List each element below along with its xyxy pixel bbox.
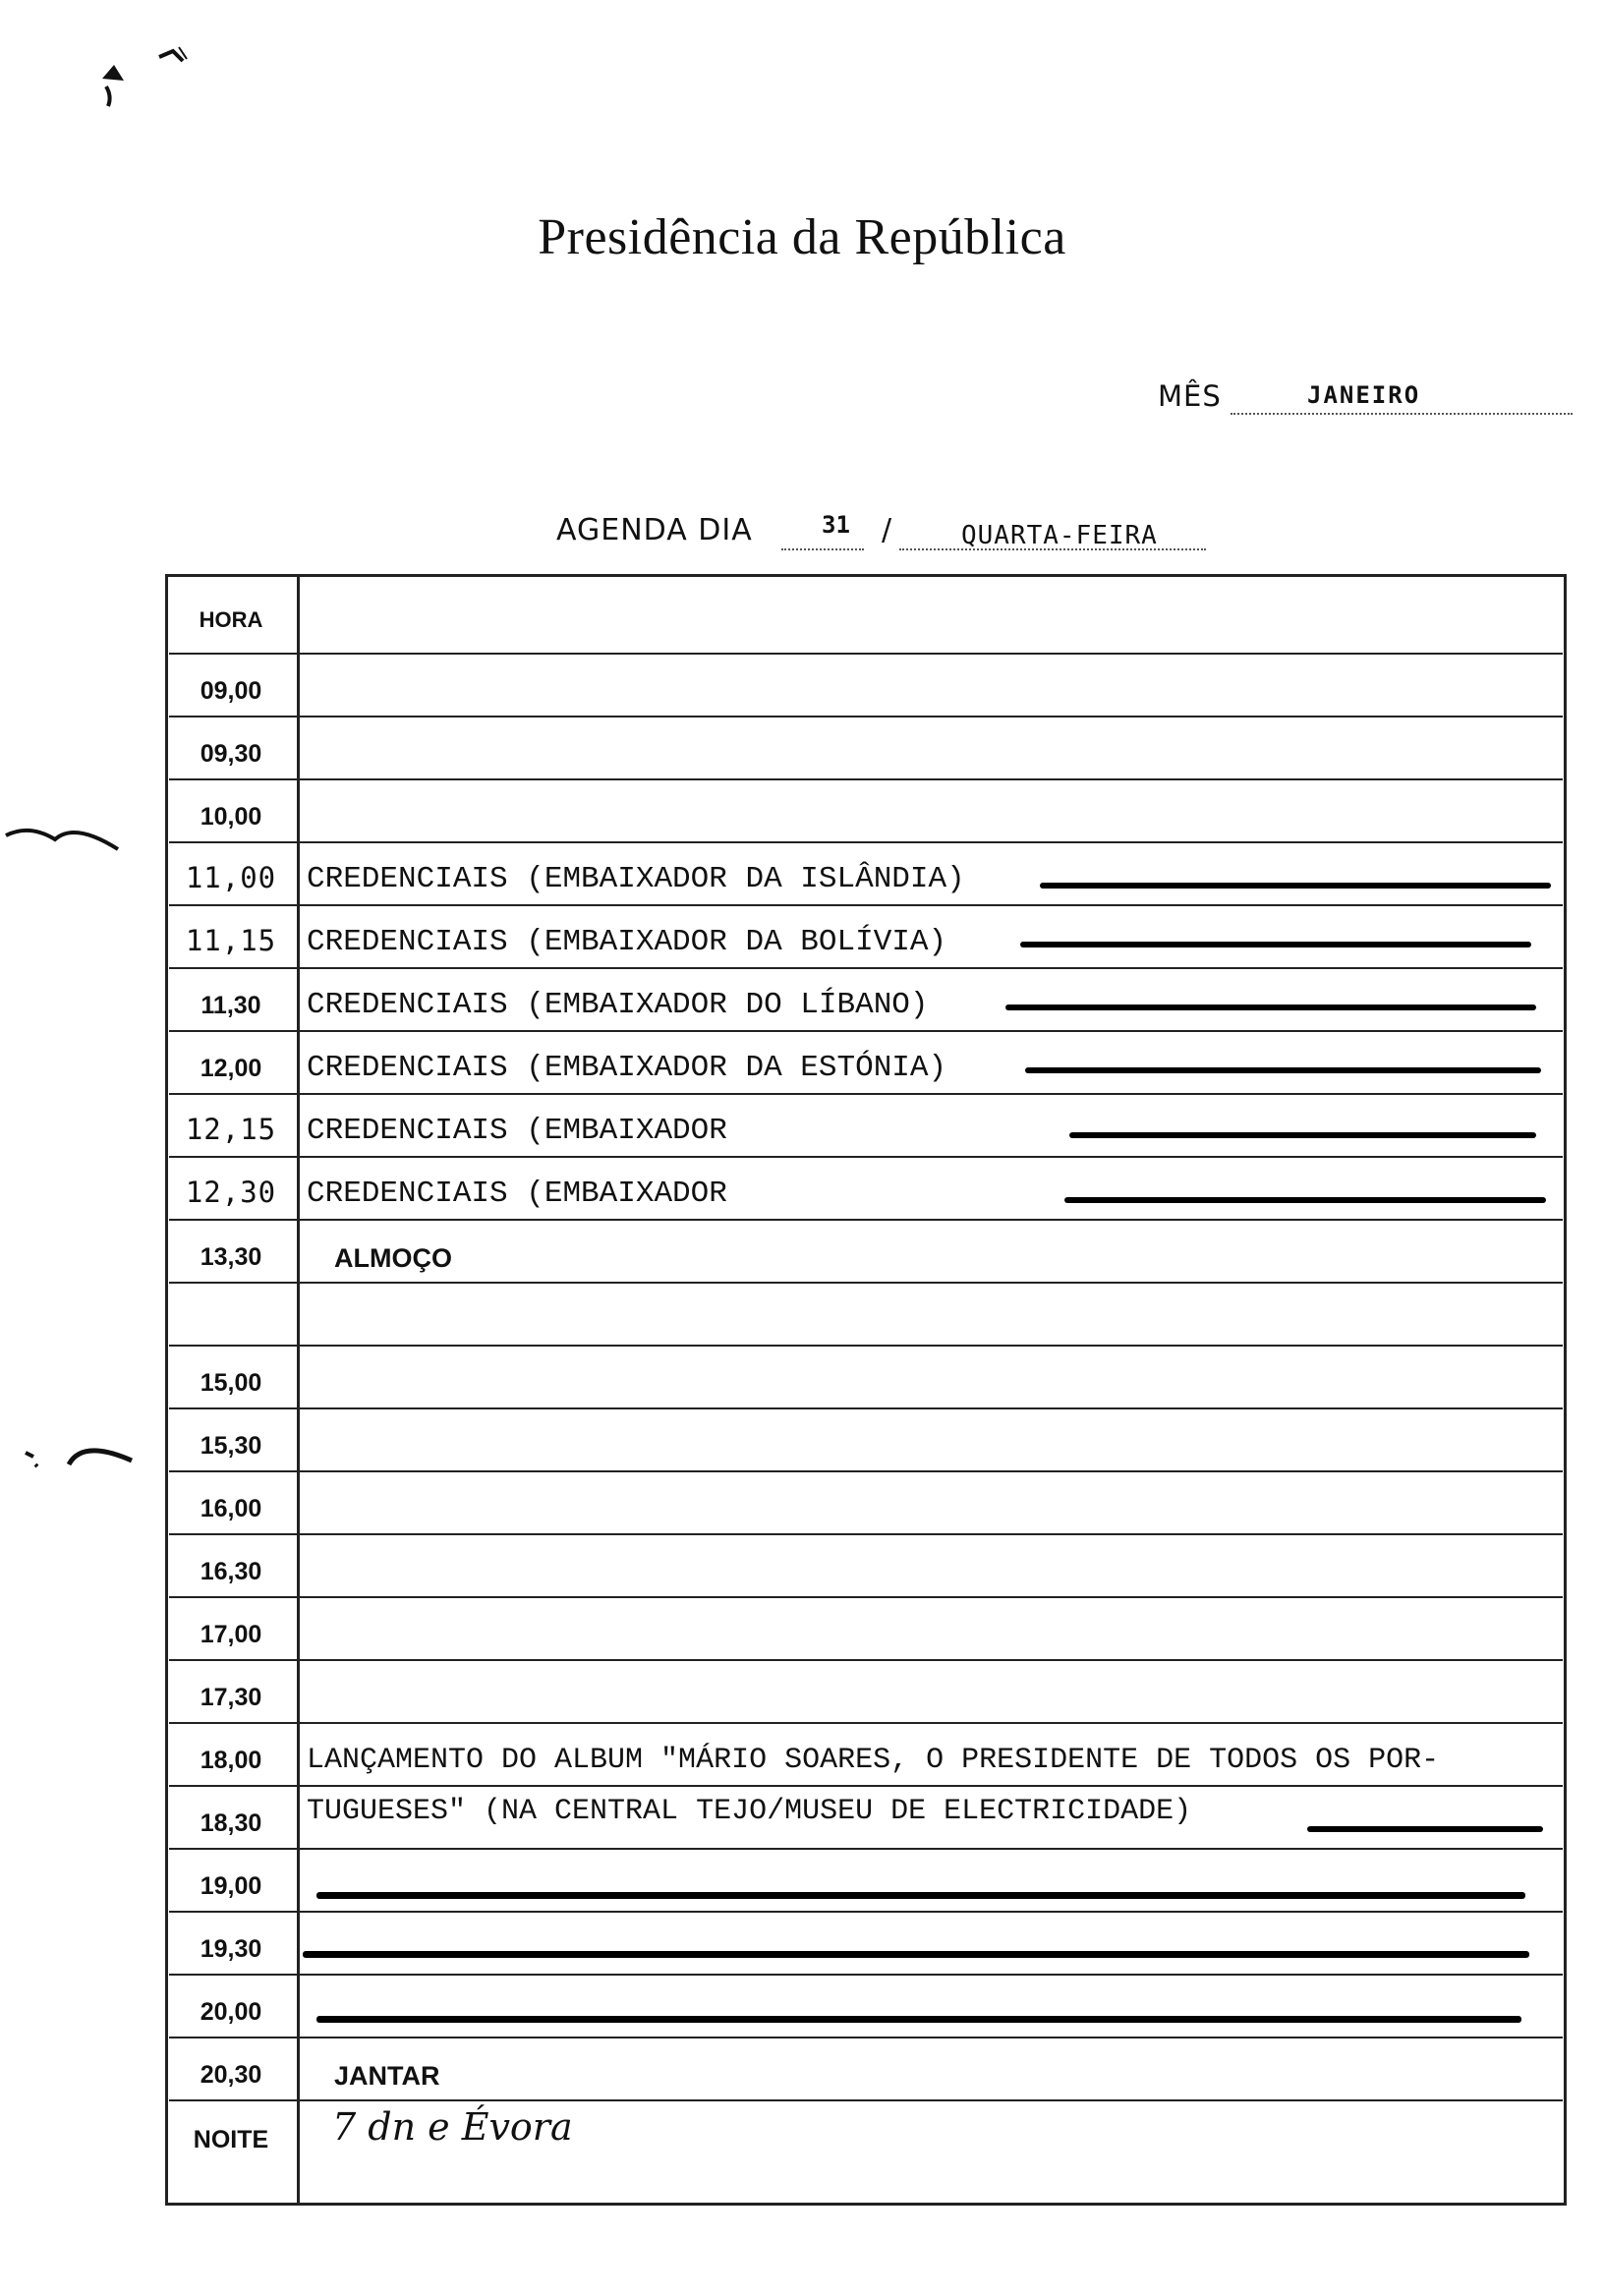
row-time: 19,30: [200, 1935, 262, 1963]
strike-line: [1005, 1004, 1536, 1010]
row-entry: CREDENCIAIS (EMBAIXADOR: [307, 1177, 727, 1211]
row-entry: CREDENCIAIS (EMBAIXADOR DA BOLÍVIA): [307, 925, 947, 959]
agenda-day-dotted-line: [781, 548, 864, 550]
strike-line: [1307, 1826, 1543, 1832]
table-row: [165, 1787, 1567, 1850]
row-time: 10,00: [200, 803, 262, 831]
strike-line: [316, 2016, 1521, 2023]
row-time: 15,00: [200, 1369, 262, 1397]
table-row: [165, 1221, 1567, 1284]
row-time: 20,00: [200, 1998, 262, 2026]
table-header-row: [165, 574, 1567, 655]
strike-line: [1064, 1197, 1546, 1203]
row-entry: TUGUESES" (NA CENTRAL TEJO/MUSEU DE ELECTRICIDADE): [307, 1795, 1192, 1828]
strike-line: [1020, 942, 1531, 947]
table-row: [165, 1913, 1567, 1976]
table-row: [165, 1598, 1567, 1661]
row-time: 11,00: [185, 861, 277, 894]
row-time: 18,30: [200, 1809, 262, 1837]
row-entry: JANTAR: [334, 2061, 440, 2091]
hour-column-header: HORA: [199, 607, 263, 632]
table-row: [165, 1284, 1567, 1347]
row-entry: CREDENCIAIS (EMBAIXADOR: [307, 1114, 727, 1148]
month-label: MÊS: [1158, 379, 1222, 413]
row-time: 12,15: [185, 1113, 277, 1146]
row-time: 17,00: [200, 1621, 262, 1648]
table-row: [165, 655, 1567, 718]
table-row: [165, 1032, 1567, 1095]
strike-line: [303, 1951, 1529, 1958]
table-row: [165, 2038, 1567, 2101]
table-row: [165, 1158, 1567, 1221]
scan-mark-left-2: [20, 1425, 138, 1484]
table-row: [165, 1095, 1567, 1158]
row-time: 17,30: [200, 1684, 262, 1711]
row-entry: LANÇAMENTO DO ALBUM "MÁRIO SOARES, O PRESIDENTE DE TODOS OS POR-: [307, 1744, 1440, 1777]
row-time: NOITE: [193, 2126, 269, 2153]
row-entry: CREDENCIAIS (EMBAIXADOR DA ESTÓNIA): [307, 1051, 947, 1085]
row-time: 16,00: [200, 1495, 262, 1522]
scan-mark-top: [94, 39, 202, 118]
table-row: [165, 1409, 1567, 1472]
strike-line: [1040, 883, 1551, 889]
row-time: 16,30: [200, 1558, 262, 1585]
strike-line: [1025, 1067, 1541, 1073]
row-time: 11,30: [200, 992, 261, 1019]
table-row: [165, 2101, 1567, 2206]
handwritten-note: 7 dn e Évora: [332, 2105, 573, 2149]
agenda-label: AGENDA DIA: [556, 513, 753, 547]
table-row: [165, 718, 1567, 780]
table-row: [165, 1976, 1567, 2038]
page-title: Presidência da República: [538, 209, 1066, 265]
scan-mark-left-1: [0, 806, 128, 865]
agenda-day: 31: [822, 511, 850, 539]
table-row: [165, 1724, 1567, 1787]
row-time: 15,30: [200, 1432, 262, 1460]
strike-line: [1069, 1132, 1536, 1138]
row-time: 09,00: [200, 677, 262, 705]
row-time: 18,00: [200, 1747, 262, 1774]
row-time: 19,00: [200, 1872, 262, 1900]
table-row: [165, 1472, 1567, 1535]
table-row: [165, 1661, 1567, 1724]
row-time: 11,15: [185, 924, 277, 957]
row-time: 12,00: [200, 1055, 262, 1082]
table-row: [165, 780, 1567, 843]
agenda-separator: /: [882, 513, 892, 547]
agenda-weekday: QUARTA-FEIRA: [961, 521, 1158, 550]
row-entry: ALMOÇO: [334, 1243, 452, 1273]
table-row: [165, 906, 1567, 969]
table-row: [165, 843, 1567, 906]
strike-line: [316, 1892, 1525, 1899]
row-entry: CREDENCIAIS (EMBAIXADOR DA ISLÂNDIA): [307, 862, 965, 896]
row-time: 13,30: [200, 1243, 262, 1271]
month-value: JANEIRO: [1307, 381, 1421, 409]
row-time: 09,30: [200, 740, 262, 768]
row-time: 20,30: [200, 2061, 262, 2089]
row-time: 12,30: [185, 1176, 277, 1209]
table-row: [165, 1347, 1567, 1409]
table-row: [165, 1535, 1567, 1598]
month-dotted-line: [1231, 413, 1573, 415]
table-row: [165, 1850, 1567, 1913]
table-row: [165, 969, 1567, 1032]
row-entry: CREDENCIAIS (EMBAIXADOR DO LÍBANO): [307, 988, 929, 1022]
